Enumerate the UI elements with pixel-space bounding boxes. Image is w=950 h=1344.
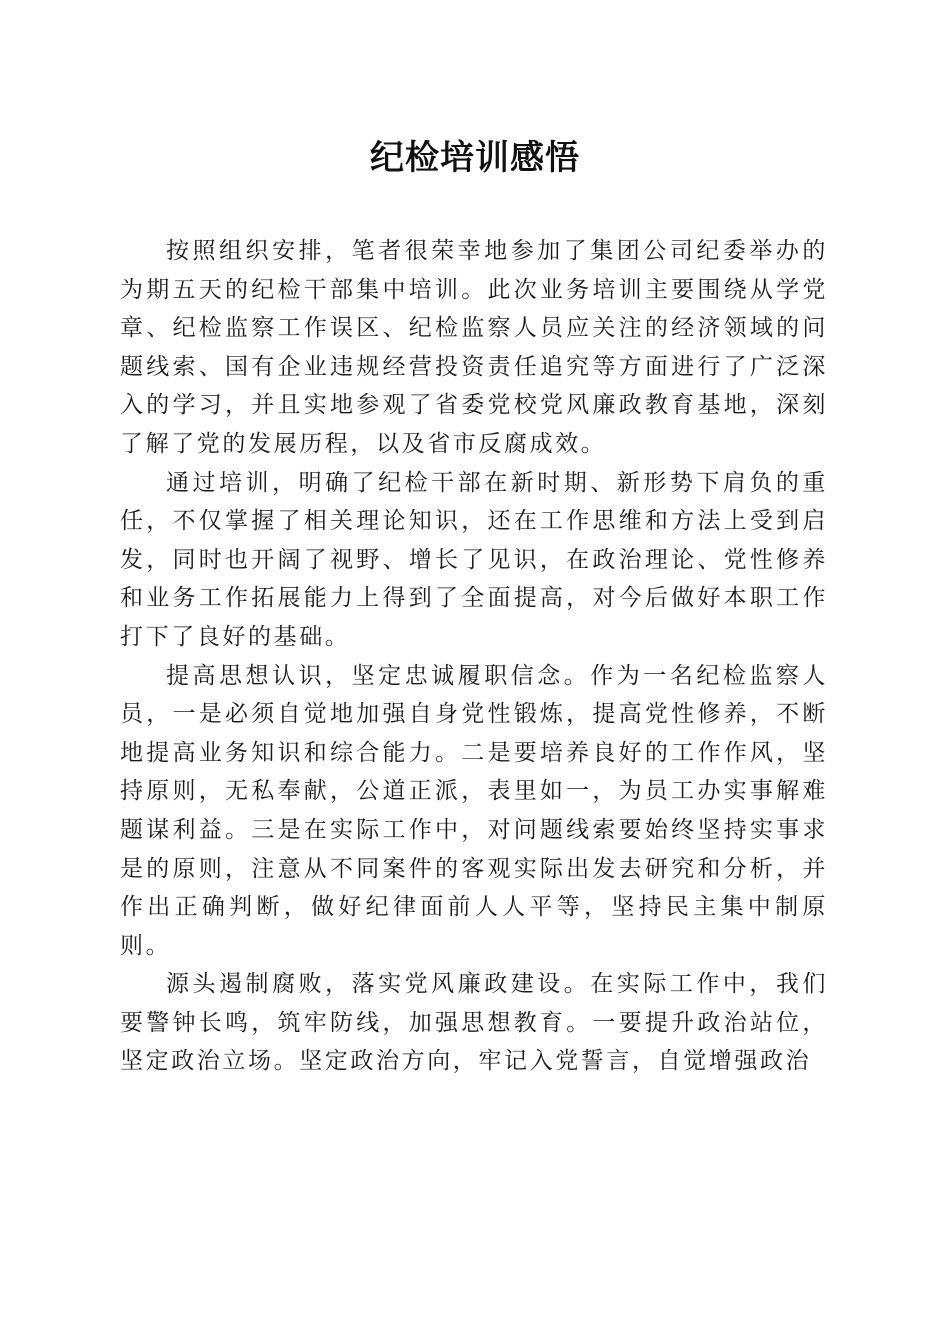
- paragraph-1: 按照组织安排，笔者很荣幸地参加了集团公司纪委举办的为期五天的纪检干部集中培训。此次业务培训主要围绕从学党章、纪检监察工作误区、纪检监察人员应关注的经济领域的问题线索、国有企业违规经营投资责任追究等方面进行了广泛深入的学习，并且实地参观了省委党校党风廉政教育基地，深刻了解了党的发展历程，以及省市反腐成效。: [120, 238, 828, 457]
- paragraph-2: 通过培训，明确了纪检干部在新时期、新形势下肩负的重任，不仅掌握了相关理论知识，还在工作思维和方法上受到启发，同时也开阔了视野、增长了见识，在政治理论、党性修养和业务工作拓展能力上得到了全面提高，对今后做好本职工作打下了良好的基础。: [120, 469, 828, 650]
- document-title: 纪检培训感悟: [370, 138, 580, 178]
- document-body: [120, 232, 828, 1081]
- paragraph-4: 源头遏制腐败，落实党风廉政建设。在实际工作中，我们要警钟长鸣，筑牢防线，加强思想教育。一要提升政治站位，坚定政治立场。坚定政治方向，牢记入党誓言，自觉增强政治: [120, 971, 828, 1075]
- paragraph-3: 提高思想认识，坚定忠诚履职信念。作为一名纪检监察人员，一是必须自觉地加强自身党性锻炼，提高党性修养，不断地提高业务知识和综合能力。二是要培养良好的工作作风，坚持原则，无私奉献，公道正派，表里如一，为员工办实事解难题谋利益。三是在实际工作中，对问题线索要始终坚持实事求是的原则，注意从不同案件的客观实际出发去研究和分析，并作出正确判断，做好纪律面前人人平等，坚持民主集中制原则。: [120, 662, 828, 959]
